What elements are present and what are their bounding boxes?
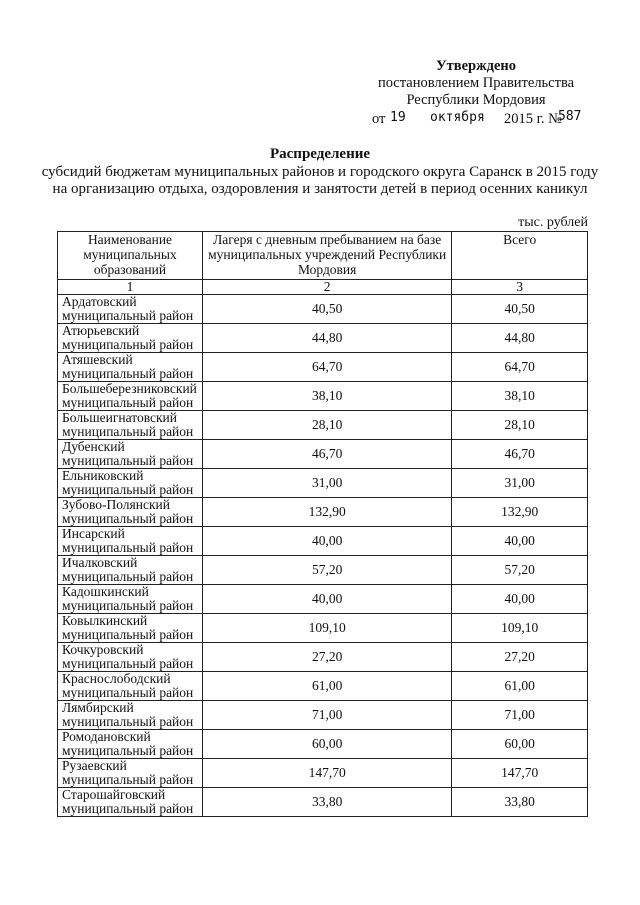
total-value: 31,00 <box>452 469 588 498</box>
municipality-name <box>58 643 203 672</box>
column-number-row <box>58 280 588 295</box>
municipality-name-line-2: муниципальный район <box>62 337 194 352</box>
municipality-name <box>58 411 203 440</box>
municipality-name-line-1: Дубенский <box>62 439 125 454</box>
municipality-name-line-2: муниципальный район <box>62 801 194 816</box>
camps-value: 38,10 <box>202 382 451 411</box>
document-subtitle: субсидий бюджетам муниципальных районов и городского округа Саранск в 2015 году на организацию отдыха, оздоровления и занятости детей в период осенних каникул <box>41 164 599 197</box>
total-value: 40,00 <box>452 527 588 556</box>
municipality-name-line-2: муниципальный район <box>62 424 194 439</box>
municipality-name-line-2: муниципальный район <box>62 743 194 758</box>
date-day: 19 <box>390 110 406 125</box>
column-number: 2 <box>202 280 451 295</box>
camps-value: 27,20 <box>202 643 451 672</box>
municipality-name-line-2: муниципальный район <box>62 627 194 642</box>
municipality-name-line-2: муниципальный район <box>62 366 194 381</box>
table-row <box>58 440 588 469</box>
total-value: 71,00 <box>452 701 588 730</box>
camps-value: 33,80 <box>202 788 451 817</box>
table-row <box>58 411 588 440</box>
camps-value: 40,00 <box>202 527 451 556</box>
camps-value: 57,20 <box>202 556 451 585</box>
municipality-name-line-1: Ичалковский <box>62 555 138 570</box>
table-row <box>58 672 588 701</box>
table-row <box>58 324 588 353</box>
municipality-name-line-1: Ардатовский <box>62 294 137 309</box>
municipality-name-line-1: Инсарский <box>62 526 125 541</box>
municipality-name-line-1: Большеберезниковский <box>62 381 197 396</box>
total-value: 40,00 <box>452 585 588 614</box>
table-row <box>58 556 588 585</box>
date-prefix: от <box>372 111 386 127</box>
document-title: Распределение <box>269 146 371 162</box>
municipality-name-line-1: Рузаевский <box>62 758 127 773</box>
column-number: 3 <box>452 280 588 295</box>
total-value: 147,70 <box>452 759 588 788</box>
municipality-name-line-1: Атяшевский <box>62 352 133 367</box>
municipality-name-line-1: Краснослободский <box>62 671 171 686</box>
municipality-name-line-2: муниципальный район <box>62 511 194 526</box>
camps-value: 132,90 <box>202 498 451 527</box>
table-row <box>58 701 588 730</box>
total-value: 60,00 <box>452 730 588 759</box>
municipality-name-line-1: Атюрьевский <box>62 323 140 338</box>
total-value: 132,90 <box>452 498 588 527</box>
table-row <box>58 788 588 817</box>
municipality-name <box>58 498 203 527</box>
table-row <box>58 295 588 324</box>
municipality-name <box>58 701 203 730</box>
approval-title: Утверждено <box>436 58 516 74</box>
camps-value: 46,70 <box>202 440 451 469</box>
total-value: 28,10 <box>452 411 588 440</box>
municipality-name <box>58 353 203 382</box>
municipality-name <box>58 730 203 759</box>
municipality-name <box>58 614 203 643</box>
header-municipality: Наименование муниципальных образований <box>58 232 203 280</box>
total-value: 46,70 <box>452 440 588 469</box>
total-value: 61,00 <box>452 672 588 701</box>
municipality-name <box>58 585 203 614</box>
total-value: 40,50 <box>452 295 588 324</box>
municipality-name-line-2: муниципальный район <box>62 482 194 497</box>
municipality-name-line-2: муниципальный район <box>62 656 194 671</box>
municipality-name-line-1: Ковылкинский <box>62 613 148 628</box>
units-label: тыс. рублей <box>518 215 588 230</box>
total-value: 33,80 <box>452 788 588 817</box>
municipality-name <box>58 440 203 469</box>
municipality-name-line-1: Ромодановский <box>62 729 151 744</box>
municipality-name-line-1: Лямбирский <box>62 700 134 715</box>
municipality-name <box>58 382 203 411</box>
municipality-name-line-2: муниципальный район <box>62 540 194 555</box>
table-row <box>58 614 588 643</box>
table-row <box>58 759 588 788</box>
total-value: 44,80 <box>452 324 588 353</box>
total-value: 38,10 <box>452 382 588 411</box>
municipality-name-line-2: муниципальный район <box>62 685 194 700</box>
table-row <box>58 353 588 382</box>
table-row <box>58 527 588 556</box>
municipality-name <box>58 556 203 585</box>
municipality-name <box>58 469 203 498</box>
municipality-name-line-1: Зубово-Полянский <box>62 497 170 512</box>
municipality-name-line-1: Большеигнатовский <box>62 410 178 425</box>
decree-number: 587 <box>558 109 582 124</box>
municipality-name <box>58 759 203 788</box>
header-camps: Лагеря с дневным пребыванием на базе муниципальных учреждений Республики Мордовия <box>202 232 451 280</box>
date-year: 2015 г. № <box>504 111 563 127</box>
municipality-name <box>58 324 203 353</box>
municipality-name <box>58 527 203 556</box>
table-row <box>58 382 588 411</box>
municipality-name-line-2: муниципальный район <box>62 308 194 323</box>
approval-date-line <box>360 109 592 129</box>
subsidy-table <box>57 231 588 817</box>
document-heading <box>40 146 600 198</box>
total-value: 27,20 <box>452 643 588 672</box>
total-value: 57,20 <box>452 556 588 585</box>
table-row <box>58 585 588 614</box>
approval-stamp <box>360 58 592 129</box>
camps-value: 147,70 <box>202 759 451 788</box>
camps-value: 28,10 <box>202 411 451 440</box>
table-row <box>58 498 588 527</box>
municipality-name-line-2: муниципальный район <box>62 598 194 613</box>
camps-value: 60,00 <box>202 730 451 759</box>
total-value: 109,10 <box>452 614 588 643</box>
camps-value: 109,10 <box>202 614 451 643</box>
camps-value: 61,00 <box>202 672 451 701</box>
total-value: 64,70 <box>452 353 588 382</box>
municipality-name <box>58 672 203 701</box>
table-row <box>58 730 588 759</box>
date-month: октября <box>430 110 485 125</box>
municipality-name-line-2: муниципальный район <box>62 714 194 729</box>
approval-line-2: Республики Мордовия <box>406 92 546 108</box>
municipality-name-line-1: Старошайговский <box>62 787 166 802</box>
camps-value: 40,50 <box>202 295 451 324</box>
camps-value: 64,70 <box>202 353 451 382</box>
municipality-name-line-2: муниципальный район <box>62 569 194 584</box>
municipality-name-line-1: Ельниковский <box>62 468 144 483</box>
table-row <box>58 469 588 498</box>
approval-line-1: постановлением Правительства <box>377 75 575 91</box>
municipality-name-line-2: муниципальный район <box>62 453 194 468</box>
municipality-name <box>58 788 203 817</box>
table-header-row <box>58 232 588 280</box>
column-number: 1 <box>58 280 203 295</box>
municipality-name-line-1: Кадошкинский <box>62 584 149 599</box>
municipality-name <box>58 295 203 324</box>
camps-value: 31,00 <box>202 469 451 498</box>
municipality-name-line-1: Кочкуровский <box>62 642 144 657</box>
camps-value: 44,80 <box>202 324 451 353</box>
table-row <box>58 643 588 672</box>
camps-value: 40,00 <box>202 585 451 614</box>
camps-value: 71,00 <box>202 701 451 730</box>
municipality-name-line-2: муниципальный район <box>62 772 194 787</box>
municipality-name-line-2: муниципальный район <box>62 395 194 410</box>
header-total: Всего <box>452 232 588 280</box>
